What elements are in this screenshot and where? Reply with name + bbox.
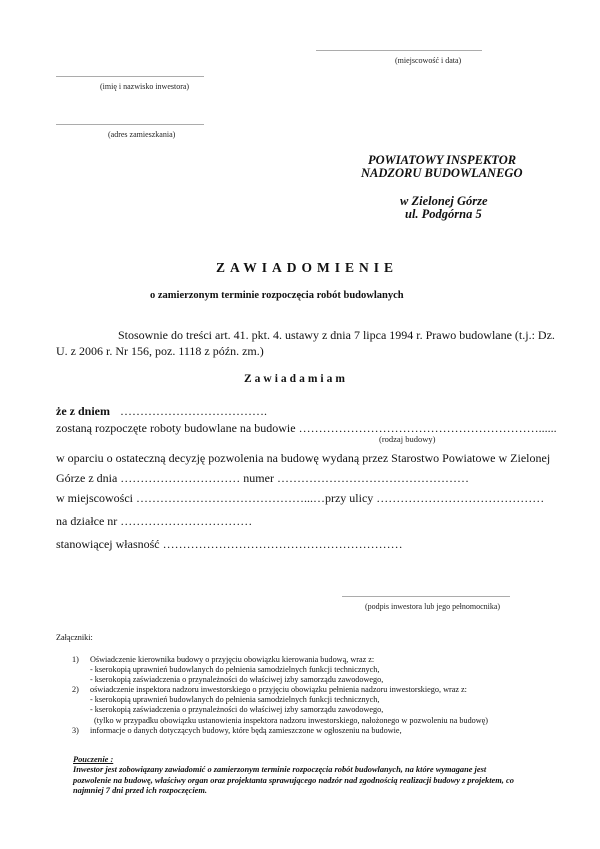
document-subtitle: o zamierzonym terminie rozpoczęcia robót budowlanych <box>150 290 404 301</box>
start-date-label: że z dniem <box>56 404 110 418</box>
address-field[interactable]: .......................................................................... <box>56 118 204 127</box>
attachment-text: informacje o danych dotyczących budowy, które będą zamieszczone w ogłoszeniu na budowie, <box>90 725 402 735</box>
notice-block <box>73 755 523 797</box>
attachment-item <box>72 726 552 736</box>
attachments-list <box>72 655 552 736</box>
attachment-sub: - kserokopią zaświadczenia o przynależności do właściwej izby samorządu zawodowego, <box>90 705 384 715</box>
attachment-sub: - kserokopią uprawnień budowlanych do pełnienia samodzielnych funkcji technicznych, <box>90 665 380 675</box>
document-title: ZAWIADOMIENIE <box>216 260 399 275</box>
attachment-note: (tylko w przypadku obowiązku ustanowienia inspektora nadzoru inwestorskiego, nałożonego w pozwoleniu na budowę) <box>94 715 489 725</box>
notify-heading: Zawiadamiam <box>244 373 348 385</box>
attachment-sub: - kserokopią uprawnień budowlanych do pełnienia samodzielnych funkcji technicznych, <box>90 695 380 705</box>
intro-line-1: Stosownie do treści art. 41. pkt. 4. ustawy z dnia 7 lipca 1994 r. Prawo budowlane (t.j.: Dz. <box>118 328 555 342</box>
attachment-number: 3) <box>72 725 79 735</box>
signature-caption: (podpis inwestora lub jego pełnomocnika) <box>365 602 501 611</box>
address-caption: (adres zamieszkania) <box>108 130 176 139</box>
permit-line-1: w oparciu o ostateczną decyzję pozwolenia na budowę wydaną przez Starostwo Powiatowe w Zielonej <box>56 451 551 465</box>
recipient-line-4: ul. Podgórna 5 <box>405 207 482 221</box>
attachment-text: Oświadczenie kierownika budowy o przyjęciu obowiązku kierowania budową, wraz z: <box>90 655 375 664</box>
permit-date-number-field[interactable]: Górze z dnia ………………………… numer ………………………………………… <box>56 471 469 485</box>
ownership-field[interactable]: stanowiącej własność …………………………………………………… <box>56 537 403 551</box>
location-street-field[interactable]: w miejscowości ……………………………………...…przy ulicy …………………………………… <box>56 491 545 505</box>
intro-line-2: U. z 2006 r. Nr 156, poz. 1118 z późn. zm.) <box>56 344 264 358</box>
place-date-field[interactable]: ................................................................................... <box>316 44 482 53</box>
attachment-item <box>72 655 552 665</box>
investor-name-caption: (imię i nazwisko inwestora) <box>100 82 190 91</box>
signature-field[interactable]: .................................................................................... <box>342 590 510 599</box>
attachment-number: 1) <box>72 655 79 664</box>
notice-text: Inwestor jest zobowiązany zawiadomić o zamierzonym terminie rozpoczęcia robót budowlanych, na które wymagane jest pozwolenie na budowę, właściwy organ oraz projektanta sprawującego nadzór nad zgodnością realizacji budowy z projektem, co najmniej 7 dni przed ich rozpoczęciem. <box>73 765 514 796</box>
place-date-caption: (miejscowość i data) <box>395 56 462 65</box>
attachment-sub: - kserokopią zaświadczenia o przynależności do właściwej izby samorządu zawodowego, <box>90 675 384 685</box>
building-type-caption: (rodzaj budowy) <box>379 434 436 444</box>
recipient-line-1: POWIATOWY INSPEKTOR <box>368 153 517 167</box>
attachments-label: Załączniki: <box>56 633 93 642</box>
recipient-line-3: w Zielonej Górze <box>400 194 488 208</box>
attachment-item <box>72 685 552 695</box>
plot-number-field[interactable]: na działce nr …………………………… <box>56 514 253 528</box>
investor-name-field[interactable]: .......................................................................... <box>56 70 204 79</box>
notice-title: Pouczenie : <box>73 755 114 764</box>
recipient-line-2: NADZORU BUDOWLANEGO <box>361 166 523 180</box>
start-date-field[interactable]: ………………………………. <box>120 404 267 418</box>
building-field[interactable]: zostaną rozpoczęte roboty budowlane na budowie ……………………………………………………...... <box>56 421 557 435</box>
attachment-number: 2) <box>72 685 79 695</box>
attachment-text: oświadczenie inspektora nadzoru inwestorskiego o przyjęciu obowiązku pełnienia nadzoru inwestorskiego, wraz z: <box>90 685 467 695</box>
